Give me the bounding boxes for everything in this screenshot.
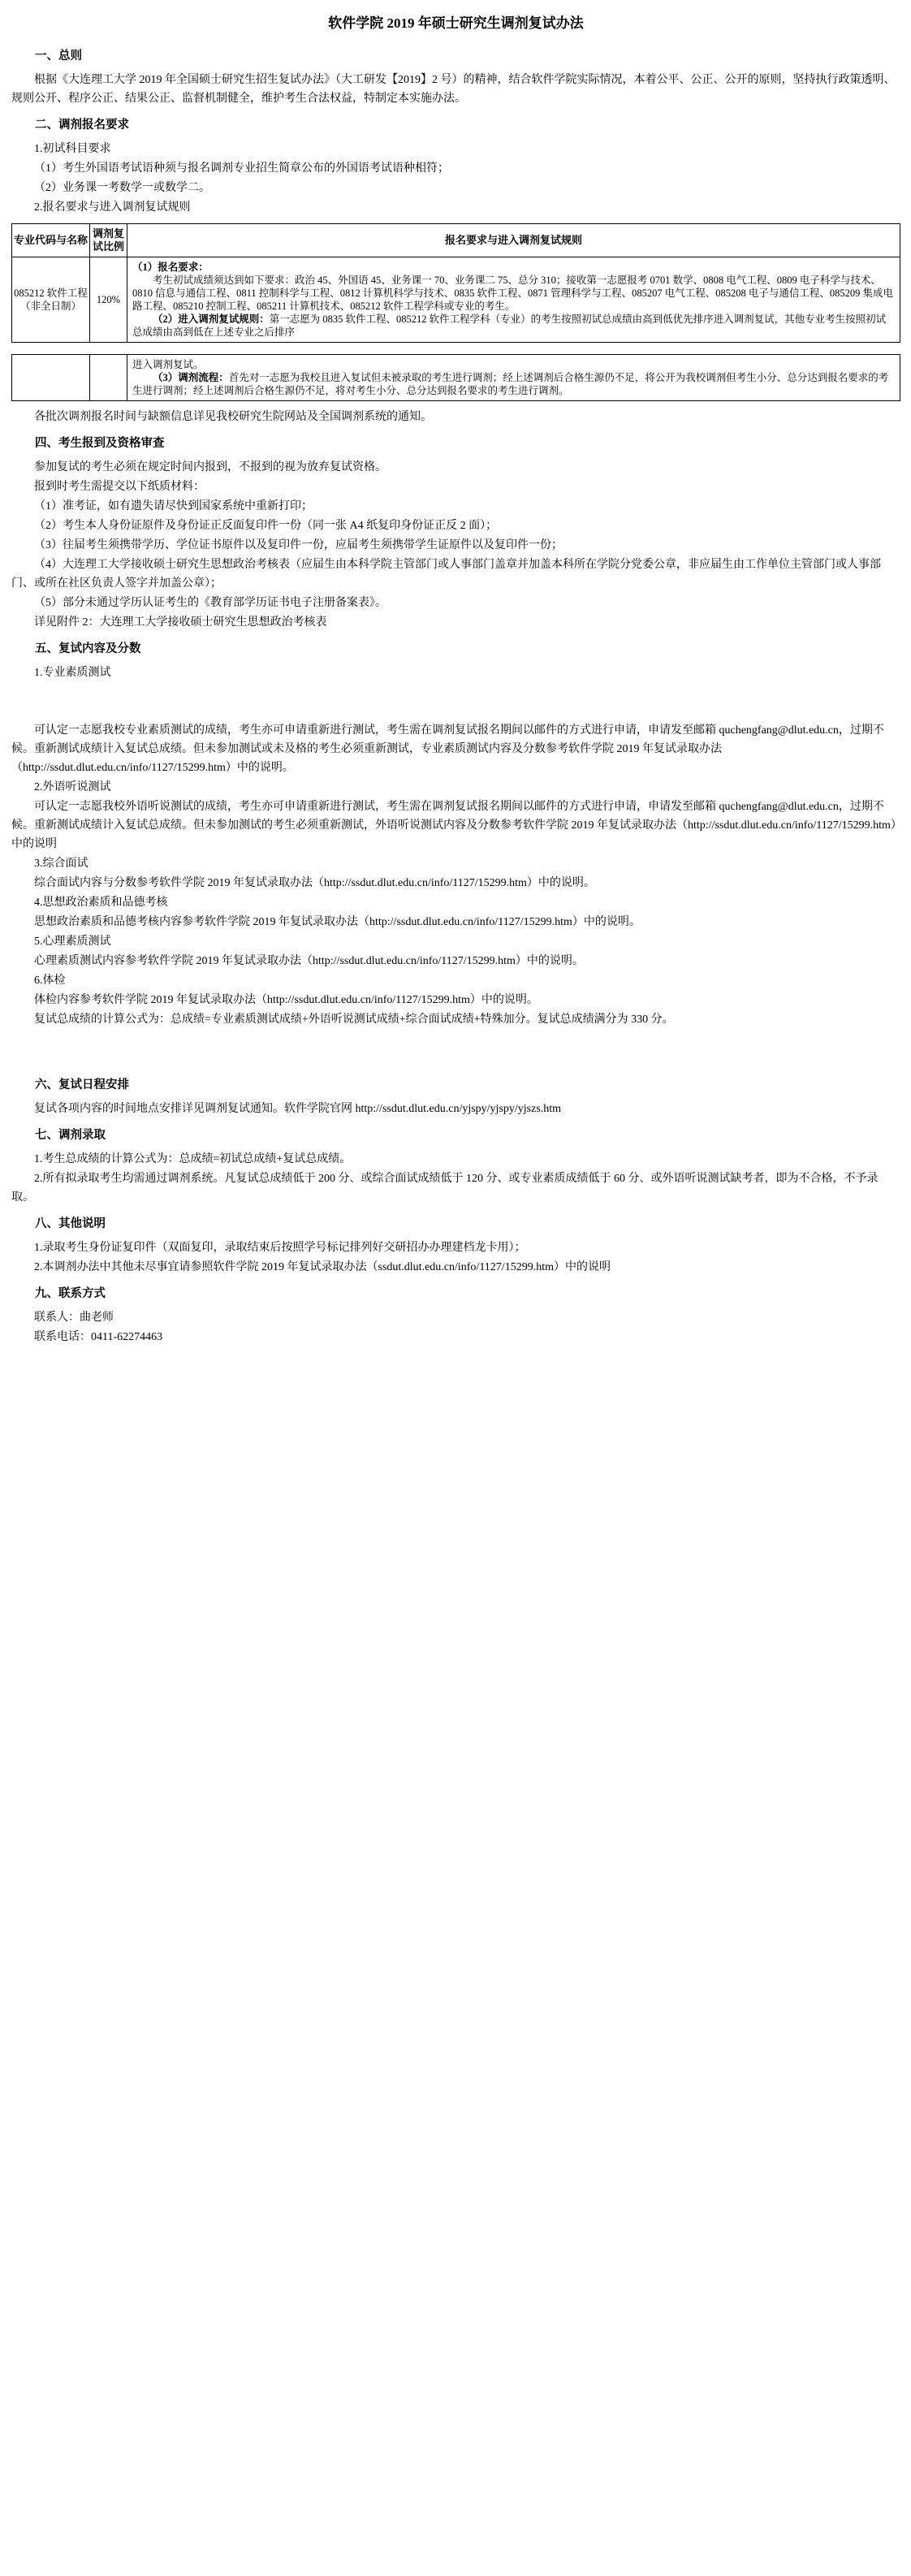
rule2-continued-text: 进入调剂复试。 <box>132 359 204 370</box>
rule3-label: （3）调剂流程： <box>153 372 229 383</box>
schedule-paragraph: 复试各项内容的时间地点安排详见调剂复试通知。软件学院官网 http://ssdut.dlut.edu.cn/yjspy/yjspy/yjszs.htm <box>34 1103 562 1115</box>
physical-exam-paragraph: 体检内容参考软件学院 2019 年复试录取办法（http://ssdut.dlut.edu.cn/info/1127/15299.htm）中的说明。 <box>34 994 538 1006</box>
table-row-continued <box>12 355 900 401</box>
material-item-1: （1）准考证，如有遗失请尽快到国家系统中重新打印； <box>34 500 313 512</box>
materials-intro-paragraph: 报到时考生需提交以下纸质材料： <box>34 481 205 493</box>
contact-phone: 联系电话：0411-62274463 <box>34 1331 163 1343</box>
exam-subject-requirement-2: （2）业务课一考数学一或数学二。 <box>34 182 210 194</box>
document-title: 软件学院 2019 年硕士研究生调剂复试办法 <box>328 15 584 31</box>
rule1-label: （1）报名要求： <box>132 261 209 273</box>
section-7-heading: 七、调剂录取 <box>35 1129 106 1142</box>
political-morality-title: 4.思想政治素质和品德考核 <box>34 897 168 909</box>
rules-cell <box>127 257 900 343</box>
section-5-heading: 五、复试内容及分数 <box>35 642 141 655</box>
rules-cell-continued <box>127 355 900 401</box>
material-item-4: （4）大连理工大学接收硕士研究生思想政治考核表（应届生由本科学院主管部门或人事部门盖章并加盖本科所在学院分党委公章，非应届生由工作单位主管部门或人事部门、或所在社区负责人签字并加盖公章）； <box>11 559 881 590</box>
major-code: 085212 软件工程 <box>14 287 88 299</box>
section-6-heading: 六、复试日程安排 <box>35 1078 129 1091</box>
rule3 <box>132 371 895 397</box>
rule2-text: 第一志愿为 0835 软件工程、085212 软件工程学科（专业）的考生按照初试总成绩由高到低优先排序进入调剂复试，其他专业考生按照初试总成绩由高到低在上述专业之后排序 <box>132 313 887 338</box>
table-row <box>12 257 900 343</box>
material-item-2: （2）考生本人身份证原件及身份证正反面复印件一份（同一张 A4 纸复印身份证正反 2 面）； <box>34 520 498 532</box>
major-cell <box>12 257 90 343</box>
section-4-heading: 四、考生报到及资格审查 <box>35 437 165 450</box>
physical-exam-title: 6.体检 <box>34 975 66 987</box>
adjustment-requirements-table-continued <box>11 354 900 401</box>
oral-test-title: 2.外语听说测试 <box>34 781 111 793</box>
professional-test-paragraph: 可认定一志愿我校专业素质测试的成绩，考生亦可申请重新进行测试，考生需在调剂复试报名期间以邮件的方式进行申请，申请发至邮箱 quchengfang@dlut.edu.cn，过期不候。重新测试成绩计入复试总成绩。但未参加测试或未及格的考生必须重新测试，专业素质测试内容及分数参考软件学院 2019 年复试录取办法（http://ssdut.dlut.edu.cn/info/1127/15299.htm）中的说明。 <box>11 724 884 774</box>
interview-paragraph: 综合面试内容与分数参考软件学院 2019 年复试录取办法（http://ssdut.dlut.edu.cn/info/1127/15299.htm）中的说明。 <box>34 877 595 889</box>
attachment-note: 详见附件 2：大连理工大学接收硕士研究生思想政治考核表 <box>34 616 327 629</box>
table-header-ratio: 调剂复试比例 <box>90 224 127 257</box>
rule2 <box>132 313 895 339</box>
material-item-3: （3）往届考生须携带学历、学位证书原件以及复印件一份，应届考生须携带学生证原件以及复印件一份； <box>34 539 563 551</box>
table-header-rules: 报名要求与进入调剂复试规则 <box>127 224 900 257</box>
empty-ratio-cell <box>90 355 127 401</box>
exam-subject-requirement-title: 1.初试科目要求 <box>34 143 111 155</box>
admission-rule-paragraph: 2.所有拟录取考生均需通过调剂系统。凡复试总成绩低于 200 分、或综合面试成绩低于 120 分、或专业素质成绩低于 60 分、或外语听说测试缺考者，即为不合格，不予录取。 <box>11 1173 879 1204</box>
interview-title: 3.综合面试 <box>34 858 89 870</box>
adjustment-requirements-table <box>11 223 900 343</box>
checkin-requirement-paragraph: 参加复试的考生必须在规定时间内报到，不报到的视为放弃复试资格。 <box>34 461 386 473</box>
section-9-heading: 九、联系方式 <box>35 1287 106 1300</box>
professional-test-title: 1.专业素质测试 <box>34 667 111 679</box>
other-note-1: 1.录取考生身份证复印件（双面复印，录取结束后按照学号标记排列好交研招办办理建档龙卡用）； <box>34 1242 526 1254</box>
oral-test-paragraph: 可认定一志愿我校外语听说测试的成绩，考生亦可申请重新进行测试，考生需在调剂复试报名期间以邮件的方式进行申请，申请发至邮箱 quchengfang@dlut.edu.cn，过期不候。重新测试成绩计入复试总成绩。但未参加测试的考生必须重新测试，外语听说测试内容及分数参考软件学院 2019 年复试录取办法（http://ssdut.dlut.edu.cn/info/1127/15299.htm）中的说明 <box>11 801 896 850</box>
score-formula-paragraph: 复试总成绩的计算公式为：总成绩=专业素质测试成绩+外语听说测试成绩+综合面试成绩+特殊加分。复试总成绩满分为 330 分。 <box>34 1014 674 1026</box>
psychological-test-title: 5.心理素质测试 <box>34 936 111 948</box>
psychological-test-paragraph: 心理素质测试内容参考软件学院 2019 年复试录取办法（http://ssdut.dlut.edu.cn/info/1127/15299.htm）中的说明。 <box>34 955 584 967</box>
batch-info-note: 各批次调剂报名时间与缺额信息详见我校研究生院网站及全国调剂系统的通知。 <box>34 411 432 423</box>
section-1-heading: 一、总则 <box>35 50 82 63</box>
section-2-heading: 二、调剂报名要求 <box>35 119 129 132</box>
ratio-cell: 120% <box>90 257 127 343</box>
major-type: （非全日制） <box>19 300 81 312</box>
empty-major-cell <box>12 355 90 401</box>
section-8-heading: 八、其他说明 <box>35 1217 106 1230</box>
material-item-5: （5）部分未通过学历认证考生的《教育部学历证书电子注册备案表》。 <box>34 597 386 609</box>
rule2-label: （2）进入调剂复试规则： <box>153 313 270 325</box>
registration-rule-title: 2.报名要求与进入调剂复试规则 <box>34 201 191 214</box>
table-header-major: 专业代码与名称 <box>12 224 90 257</box>
exam-subject-requirement-1: （1）考生外国语考试语种须与报名调剂专业招生简章公布的外国语考试语种相符； <box>34 162 449 175</box>
contact-person: 联系人：曲老师 <box>34 1312 114 1324</box>
rule1-text: 考生初试成绩须达到如下要求：政治 45、外国语 45、业务课一 70、业务课二 75、总分 310；接收第一志愿报考 0701 数学、0808 电气工程、0809 电子科学与技术、0810 信息与通信工程、0811 控制科学与工程、0812 计算机科学与技术、0835 软件工程、0871 管理科学与工程、085207 电气工程、085208 电子与通信工程、085209 集成电路工程、085210 控制工程、085211 计算机技术、085212 软件工程学科或专业的考生。 <box>132 274 894 312</box>
general-principles-paragraph: 根据《大连理工大学 2019 年全国硕士研究生招生复试办法》（大工研发【2019】2 号）的精神，结合软件学院实际情况，本着公平、公正、公开的原则，坚持执行政策透明、规则公开、程序公正、结果公正、监督机制健全，维护考生合法权益，特制定本实施办法。 <box>11 74 896 105</box>
rule3-text: 首先对一志愿为我校且进入复试但未被录取的考生进行调剂；经上述调剂后合格生源仍不足，将公开为我校调剂但考生小分、总分达到报名要求的考生进行调剂；经上述调剂后合格生源仍不足，将对考生小分、总分达到报名要求的考生进行调剂。 <box>132 372 889 396</box>
total-score-formula-paragraph: 1.考生总成绩的计算公式为：总成绩=初试总成绩+复试总成绩。 <box>34 1153 352 1165</box>
other-note-2: 2.本调剂办法中其他未尽事宜请参照软件学院 2019 年复试录取办法（ssdut.dlut.edu.cn/info/1127/15299.htm）中的说明 <box>34 1261 611 1273</box>
table-header-row <box>12 224 900 257</box>
political-morality-paragraph: 思想政治素质和品德考核内容参考软件学院 2019 年复试录取办法（http://ssdut.dlut.edu.cn/info/1127/15299.htm）中的说明。 <box>34 916 641 928</box>
